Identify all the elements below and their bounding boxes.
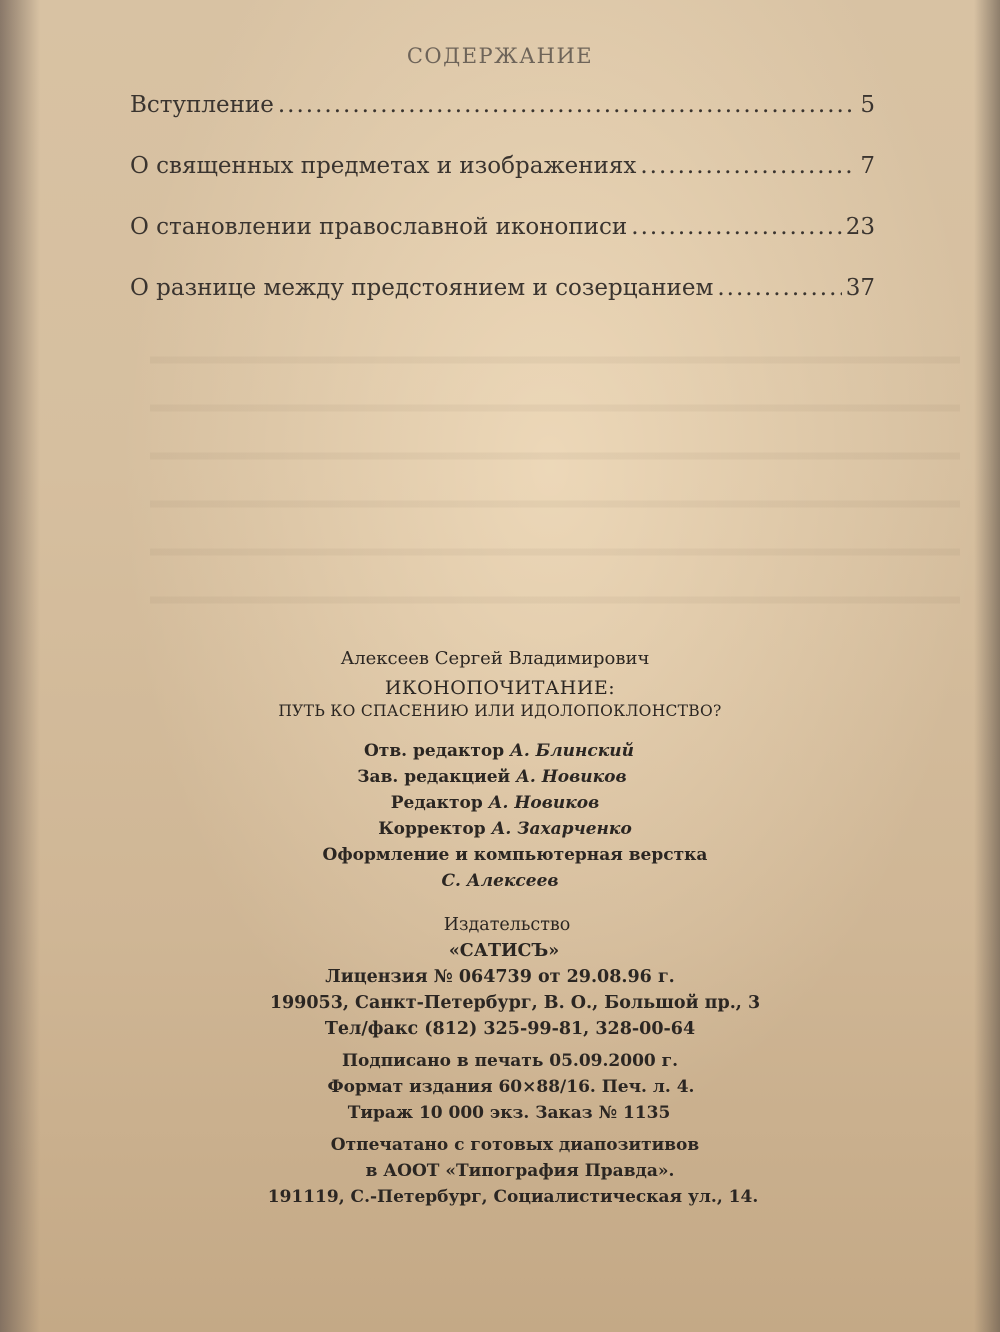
print-details <box>0 1048 1000 1126</box>
staff-line <box>0 764 1000 790</box>
staff-role: Отв. редактор <box>364 741 505 761</box>
toc-entry-page: 23 <box>845 214 875 240</box>
staff-name: А. Новиков <box>516 767 627 787</box>
print-run-line: Тираж 10 000 экз. Заказ № 1135 <box>347 1103 671 1123</box>
publisher-label: Издательство <box>443 915 571 935</box>
toc-leader-dots <box>278 92 856 118</box>
printer-info <box>0 1132 1000 1210</box>
address-line: 199053, Санкт-Петербург, В. О., Большой пр., 3 <box>269 993 761 1013</box>
toc-entry <box>130 92 875 132</box>
toc-entry-title: О становлении православной иконописи <box>130 214 628 240</box>
signed-line: Подписано в печать 05.09.2000 г. <box>342 1051 678 1071</box>
toc-entry <box>130 153 875 193</box>
staff-role: Редактор <box>390 793 483 813</box>
toc-leader-dots <box>640 153 856 179</box>
printer-line: в АООТ «Типография Правда». <box>365 1161 675 1181</box>
license-line: Лицензия № 064739 от 29.08.96 г. <box>325 967 675 987</box>
toc-entry-page: 37 <box>845 275 875 301</box>
table-of-contents <box>130 92 875 336</box>
toc-heading: СОДЕРЖАНИЕ <box>406 44 594 68</box>
toc-entry <box>130 214 875 254</box>
staff-line <box>0 738 1000 764</box>
toc-entry-title: Вступление <box>130 92 274 118</box>
toc-leader-dots <box>631 214 841 240</box>
design-name: С. Алексеев <box>441 871 559 891</box>
staff-role: Зав. редакцией <box>357 767 511 787</box>
author-name: Алексеев Сергей Владимирович <box>340 648 650 669</box>
staff-line <box>10 816 1000 842</box>
toc-entry-title: О разнице между предстоянием и созерцанием <box>130 275 714 301</box>
book-title: ИКОНОПОЧИТАНИЕ: <box>384 677 616 699</box>
format-line: Формат издания 60×88/16. Печ. л. 4. <box>327 1077 695 1097</box>
printed-from-line: Отпечатано с готовых диапозитивов <box>330 1135 700 1155</box>
toc-entry-page: 5 <box>860 92 875 118</box>
phone-line: Тел/факс (812) 325-99-81, 328-00-64 <box>324 1019 696 1039</box>
imprint-block <box>0 648 1000 1210</box>
toc-leader-dots <box>717 275 841 301</box>
staff-name: А. Захарченко <box>491 819 632 839</box>
printer-address-line: 191119, С.-Петербург, Социалистическая ул., 14. <box>267 1187 759 1207</box>
editorial-staff <box>0 738 1000 894</box>
book-subtitle: ПУТЬ КО СПАСЕНИЮ ИЛИ ИДОЛОПОКЛОНСТВО? <box>278 702 722 720</box>
staff-name: А. Новиков <box>488 793 600 813</box>
toc-entry <box>130 275 875 315</box>
toc-entry-title: О священных предметах и изображениях <box>130 153 637 179</box>
show-through-text <box>150 330 960 610</box>
staff-role: Корректор <box>378 819 486 839</box>
publisher-name: «САТИСЪ» <box>448 941 560 961</box>
publisher-info <box>0 912 1000 1042</box>
toc-entry-page: 7 <box>860 153 875 179</box>
staff-line <box>0 790 1000 816</box>
staff-name: А. Блинский <box>510 741 634 761</box>
design-role: Оформление и компьютерная верстка <box>322 845 708 865</box>
